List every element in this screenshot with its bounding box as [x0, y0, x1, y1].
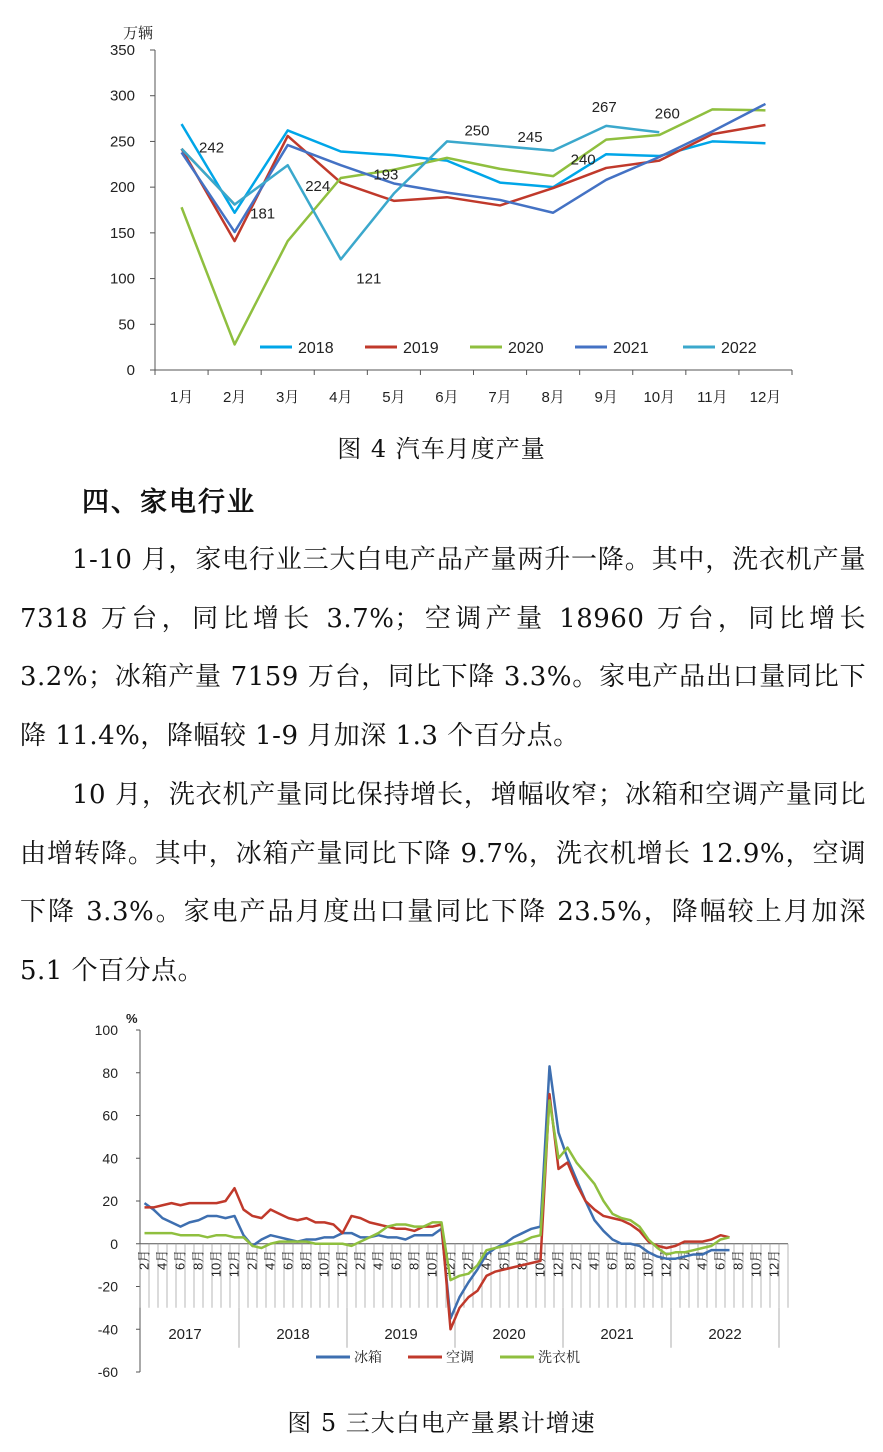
x-tick-label: 1月	[169, 389, 194, 406]
x-tick-label: 10月	[532, 1249, 548, 1278]
year-label: 2022	[708, 1325, 742, 1343]
x-tick-label: 4月	[329, 389, 353, 406]
x-tick-label: 8月	[622, 1249, 638, 1270]
data-label: 224	[305, 178, 331, 196]
x-tick-label: 2月	[568, 1249, 584, 1270]
x-tick-label: 9月	[594, 389, 618, 406]
x-tick-label: 6月	[712, 1249, 728, 1270]
x-tick-label: 4月	[370, 1249, 386, 1270]
data-label: 121	[356, 270, 382, 288]
y-tick-label: -40	[97, 1321, 118, 1338]
figure-4-caption: 图 4 汽车月度产量	[337, 435, 546, 463]
x-tick-label: 6月	[172, 1249, 188, 1270]
legend-label-空调: 空调	[446, 1349, 474, 1365]
x-tick-label: 10月	[424, 1249, 440, 1278]
x-tick-label: 12月	[442, 1249, 458, 1278]
x-tick-label: 12月	[334, 1249, 350, 1278]
x-tick-label: 2月	[136, 1249, 152, 1270]
legend-label-2021: 2021	[613, 340, 649, 357]
x-tick-label: 12月	[550, 1249, 566, 1278]
x-tick-label: 10月	[316, 1249, 332, 1278]
paragraph-1: 1-10 月，家电行业三大白电产品产量两升一降。其中，洗衣机产量 7318 万台，同比增长 3.7%；空调产量 18960 万台，同比增长 3.2%；冰箱产量 7159 万台，同比下降 3.3%。家电产品出口量同比下降 11.4%，降幅较 1-9 月加深 1.3 个百分点。	[20, 545, 866, 751]
x-tick-label: 10月	[208, 1249, 224, 1278]
x-tick-label: 6月	[435, 389, 459, 406]
x-tick-label: 12月	[766, 1249, 782, 1278]
x-tick-label: 4月	[262, 1249, 278, 1270]
x-tick-label: 2月	[222, 389, 247, 406]
x-tick-label: 10月	[748, 1249, 764, 1278]
y-tick-label: 0	[110, 1235, 118, 1252]
y-tick-label: 0	[126, 362, 135, 379]
y-axis-unit: 万辆	[123, 25, 154, 42]
x-tick-label: 8月	[730, 1249, 746, 1270]
data-label: 250	[464, 122, 490, 140]
y-tick-label: 40	[102, 1150, 118, 1167]
x-tick-label: 10月	[643, 389, 676, 406]
legend-label-2022: 2022	[721, 340, 757, 357]
x-tick-label: 8月	[406, 1249, 422, 1270]
y-tick-label: 20	[102, 1193, 118, 1209]
year-label: 2017	[168, 1325, 202, 1343]
y-tick-label: 150	[109, 224, 135, 242]
x-tick-label: 4月	[154, 1249, 170, 1270]
y-tick-label: 80	[102, 1064, 118, 1081]
y-tick-label: 50	[118, 316, 135, 334]
year-label: 2018	[276, 1325, 310, 1343]
auto-production-chart	[95, 20, 805, 415]
legend-label-2019: 2019	[403, 340, 439, 357]
data-label: 240	[570, 151, 596, 169]
x-tick-label: 8月	[190, 1249, 206, 1270]
x-tick-label: 6月	[496, 1249, 512, 1270]
data-label: 242	[199, 139, 225, 157]
x-tick-label: 4月	[478, 1249, 494, 1270]
legend-label-2018: 2018	[298, 340, 334, 357]
x-tick-label: 6月	[280, 1249, 296, 1270]
legend-label-洗衣机: 洗衣机	[538, 1349, 580, 1365]
x-tick-label: 12月	[749, 389, 782, 406]
year-label: 2019	[384, 1325, 418, 1343]
y-tick-label: 300	[109, 87, 135, 105]
y-tick-label: 200	[109, 179, 135, 197]
y-axis-unit: %	[126, 1011, 138, 1026]
year-label: 2020	[492, 1325, 526, 1343]
y-tick-label: 100	[109, 270, 135, 288]
x-tick-label: 3月	[276, 389, 300, 406]
y-tick-label: -20	[97, 1278, 118, 1295]
x-tick-label: 2月	[460, 1249, 476, 1270]
x-tick-label: 5月	[382, 389, 406, 406]
x-tick-label: 6月	[388, 1249, 404, 1270]
legend-label-2020: 2020	[508, 340, 544, 357]
x-tick-label: 8月	[541, 389, 565, 406]
x-tick-label: 4月	[586, 1249, 602, 1270]
x-tick-label: 10月	[640, 1249, 656, 1278]
data-label: 260	[654, 105, 680, 123]
y-tick-label: 250	[109, 133, 135, 151]
data-label: 245	[517, 129, 543, 146]
appliance-growth-chart	[88, 1005, 803, 1395]
x-tick-label: 6月	[604, 1249, 620, 1270]
figure-5-caption: 图 5 三大白电产量累计增速	[287, 1409, 596, 1437]
data-label: 267	[591, 98, 617, 116]
series-line-2019	[182, 125, 766, 241]
data-label: 193	[373, 166, 399, 184]
y-tick-label: 100	[94, 1022, 118, 1038]
x-tick-label: 7月	[488, 389, 512, 406]
year-label: 2021	[600, 1325, 634, 1343]
data-label: 181	[250, 205, 276, 223]
section-heading: 四、家电行业	[82, 487, 256, 518]
y-tick-label: 60	[102, 1107, 118, 1124]
y-tick-label: -60	[97, 1364, 118, 1380]
x-tick-label: 2月	[244, 1249, 260, 1270]
x-tick-label: 12月	[658, 1249, 674, 1278]
y-tick-label: 350	[109, 42, 135, 59]
paragraph-2: 10 月，洗衣机产量同比保持增长，增幅收窄；冰箱和空调产量同比由增转降。其中，冰箱产量同比下降 9.7%，洗衣机增长 12.9%，空调下降 3.3%。家电产品月度出口量同比下降 23.5%，降幅较上月加深 5.1 个百分点。	[20, 780, 866, 986]
x-tick-label: 12月	[226, 1249, 242, 1278]
x-tick-label: 2月	[352, 1249, 368, 1270]
x-tick-label: 11月	[697, 389, 728, 406]
x-tick-label: 8月	[514, 1249, 530, 1270]
x-tick-label: 2月	[676, 1249, 692, 1270]
x-tick-label: 8月	[298, 1249, 314, 1270]
legend-label-冰箱: 冰箱	[354, 1349, 382, 1365]
x-tick-label: 4月	[694, 1249, 710, 1270]
